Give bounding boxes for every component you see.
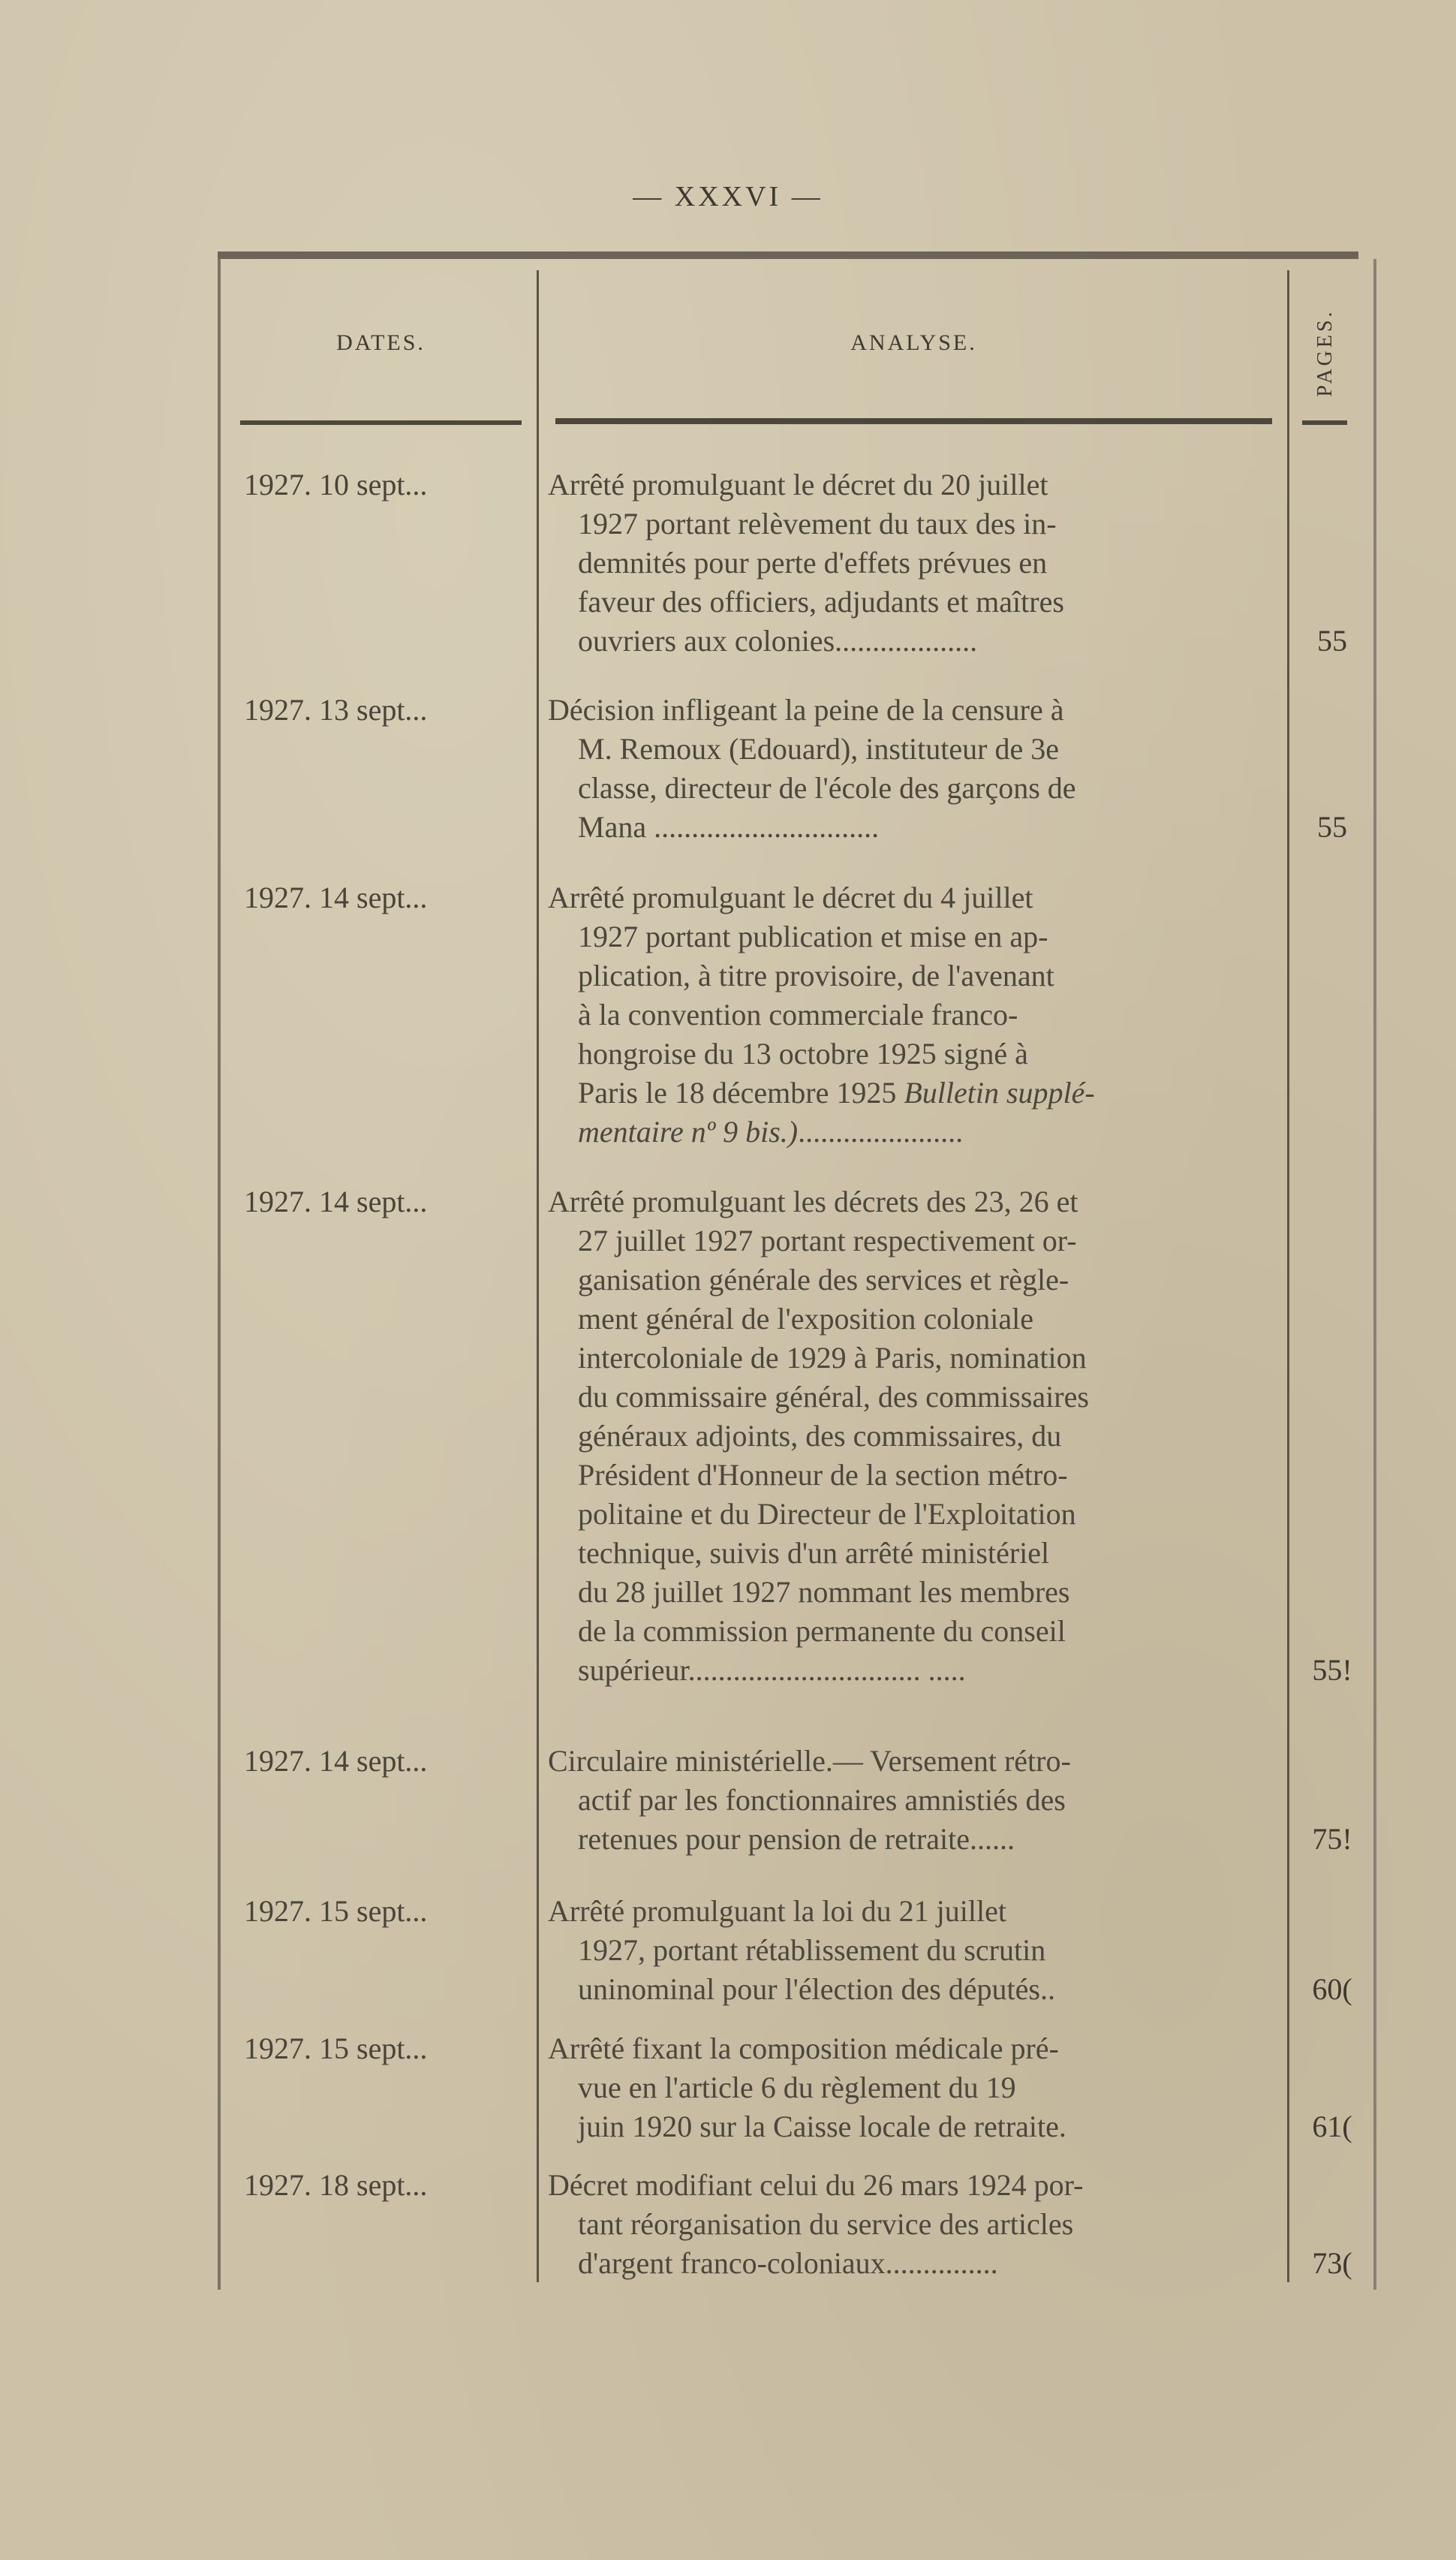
entry-line: M. Remoux (Edouard), instituteur de 3e [578,732,1059,766]
header-rule-dates [240,420,522,425]
entry-line: à la convention commerciale franco- [578,998,1018,1032]
entry-line: Arrêté fixant la composition médicale pré- [548,2031,1059,2065]
entry-analysis [548,1182,1272,1690]
entry-line: hongroise du 13 octobre 1925 signé à [578,1037,1028,1071]
entry-line: Arrêté promulguant les décrets des 23, 26 et [548,1185,1078,1218]
header-analyse: ANALYSE. [850,330,977,355]
page-number: — XXXVI — [633,181,823,212]
table-of-contents [218,251,1373,2290]
entry-line: Arrêté promulguant le décret du 4 juillet [548,881,1033,914]
entry-line: Arrêté promulguant le décret du 20 juillet [548,468,1048,501]
entry-date: 1927. 15 sept... [244,1894,428,1928]
entry-line: demnités pour perte d'effets prévues en [578,546,1048,580]
entry-page: 55! [1312,1653,1352,1687]
entry-line: Président d'Honneur de la section métro- [578,1458,1068,1492]
entry-line: intercoloniale de 1929 à Paris, nomination [578,1341,1087,1375]
entry-date: 1927. 13 sept... [244,693,428,727]
entry-line: de la commission permanente du conseil [578,1614,1066,1648]
right-border [1373,259,1376,2290]
entry-line: 1927 portant relèvement du taux des in- [578,507,1057,541]
entry-line: 27 juillet 1927 portant respectivement or- [578,1224,1077,1257]
header-rule-analyse [555,418,1272,424]
header-pages-label: PAGES. [1313,309,1337,397]
entry-analysis [548,691,1272,847]
header-rule-pages [1302,420,1347,425]
entry-line: Arrêté promulguant la loi du 21 juillet [548,1894,1006,1928]
entry-line: vue en l'article 6 du règlement du 19 [578,2071,1016,2104]
entry-date: 1927. 15 sept... [244,2031,428,2065]
entry-page: 55 [1317,810,1347,844]
entry-line: plication, à titre provisoire, de l'avenant [578,959,1054,992]
entry-analysis [548,2029,1272,2146]
entry-page: 61( [1312,2110,1352,2143]
entry-line: politaine et du Directeur de l'Exploitation [578,1497,1076,1531]
entry-analysis [548,465,1272,661]
entry-line: 1927 portant publication et mise en ap- [578,920,1048,953]
bulletin-reference: Bulletin supplé- [904,1076,1095,1110]
header-dates: DATES. [336,330,426,355]
entry-date: 1927. 18 sept... [244,2168,428,2202]
entry-line: retenues pour pension de retraite...... [578,1822,1015,1856]
entry-line: du 28 juillet 1927 nommant les membres [578,1575,1070,1609]
entry-analysis [548,1892,1272,2009]
entry-page: 73( [1312,2246,1352,2280]
entry-line: Mana .............................. [578,810,880,844]
entry-line: généraux adjoints, des commissaires, du [578,1419,1062,1453]
leader-dots: ...................... [798,1115,964,1149]
entry-line: faveur des officiers, adjudants et maîtres [578,585,1064,619]
entry-line: ganisation générale des services et règle- [578,1263,1069,1297]
entry-line: du commissaire général, des commissaires [578,1380,1089,1414]
entry-date: 1927. 14 sept... [244,1744,428,1778]
header-pages [1302,285,1362,420]
entry-page: 75! [1312,1822,1352,1856]
entry-line [548,1113,1272,1152]
entry-line: actif par les fonctionnaires amnistiés des [578,1783,1066,1817]
entry-date: 1927. 14 sept... [244,1185,428,1218]
entry-page: 60( [1312,1972,1352,2006]
entry-line: uninominal pour l'élection des députés.. [578,1972,1055,2006]
entry-line: 1927, portant rétablissement du scrutin [578,1933,1046,1967]
entry-line: classe, directeur de l'école des garçons de [578,771,1076,805]
entry-page: 55 [1317,624,1347,658]
entry-line: Circulaire ministérielle.— Versement rétro- [548,1744,1071,1778]
entry-line: Décret modifiant celui du 26 mars 1924 por- [548,2168,1084,2202]
top-rule [218,251,1358,259]
entry-line: tant réorganisation du service des articles [578,2207,1074,2241]
entry-line: Décision infligeant la peine de la censure à [548,693,1064,727]
left-border [218,259,221,2290]
entry-line: ouvriers aux colonies................... [578,624,978,658]
entry-date: 1927. 10 sept... [244,468,428,501]
entry-analysis [548,878,1272,1152]
entry-line: d'argent franco-coloniaux............... [578,2246,998,2280]
column-divider-dates [537,270,539,2282]
entry-line: technique, suivis d'un arrêté ministériel [578,1536,1050,1570]
column-divider-pages [1287,270,1289,2282]
entry-line: ment général de l'exposition coloniale [578,1302,1034,1336]
entry-date: 1927. 14 sept... [244,881,428,914]
entry-line-text: Paris le 18 décembre 1925 [578,1076,904,1110]
entry-analysis [548,2166,1272,2283]
entry-line [548,1074,1272,1113]
entry-line: juin 1920 sur la Caisse locale de retraite. [578,2110,1066,2143]
bulletin-reference-continued: mentaire nº 9 bis.) [578,1115,799,1149]
entry-analysis [548,1742,1272,1859]
entry-line: supérieur............................... ..... [578,1653,966,1687]
